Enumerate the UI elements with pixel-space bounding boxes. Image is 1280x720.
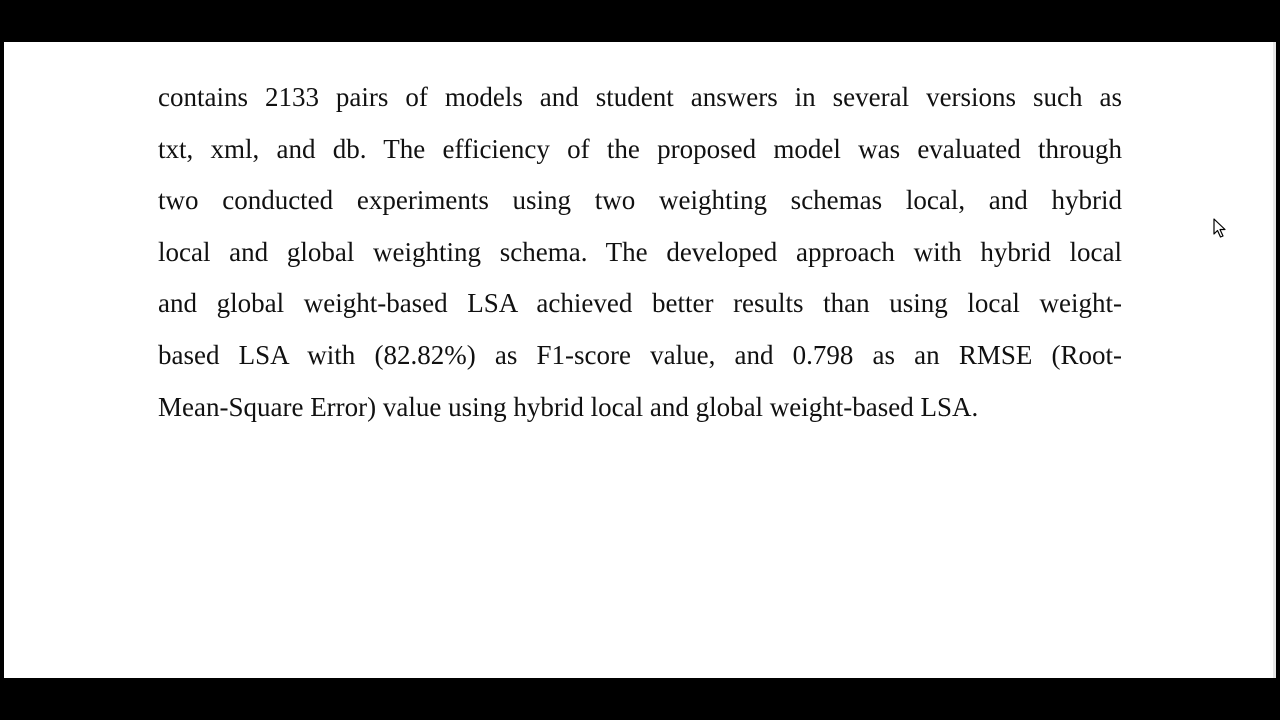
page-edge (1273, 42, 1276, 678)
text-line: contains 2133 pairs of models and student answers in several versions such as (158, 82, 1122, 112)
text-line: and global weight-based LSA achieved better results than using local weight- (158, 288, 1122, 319)
text-line: local and global weighting schema. The developed approach with hybrid local (158, 236, 1122, 267)
body-paragraph (158, 72, 1122, 433)
text-line: two conducted experiments using two weighting schemas local, and hybrid (158, 185, 1122, 216)
document-page (4, 42, 1276, 678)
text-line: based LSA with (82.82%) as F1-score value, and 0.798 as an RMSE (Root- (158, 339, 1122, 370)
text-line: txt, xml, and db. The efficiency of the proposed model was evaluated through (158, 133, 1122, 164)
text-line: Mean-Square Error) value using hybrid local and global weight-based LSA. (158, 391, 979, 422)
mouse-pointer-icon (1213, 218, 1227, 239)
